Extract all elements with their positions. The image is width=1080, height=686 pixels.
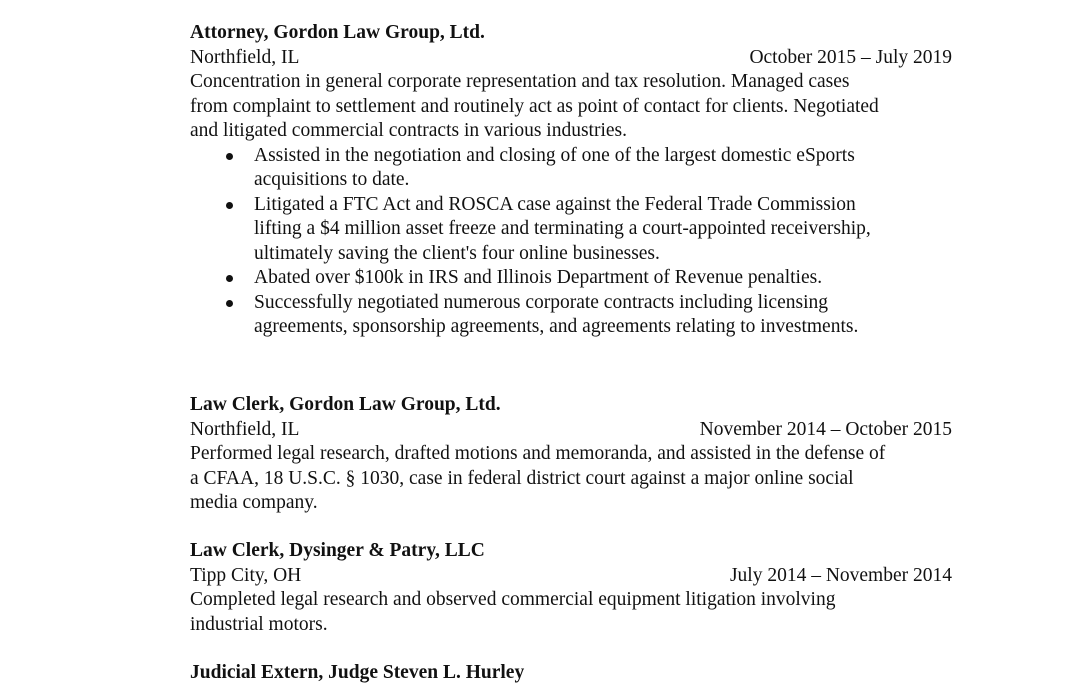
achievement-line: lifting a $4 million asset freeze and terminating a court-appointed receivership, <box>254 218 871 239</box>
job-location: Tipp City, OH <box>190 564 302 586</box>
achievement-list <box>190 144 952 340</box>
job-dates: October 2015 – July 2019 <box>749 46 952 68</box>
job-location: Northfield, IL <box>190 418 300 440</box>
achievement-line: Assisted in the negotiation and closing of one of the largest domestic eSports <box>254 144 855 166</box>
achievement-line: Abated over $100k in IRS and Illinois Department of Revenue penalties. <box>254 267 823 288</box>
bullet-icon <box>226 153 233 160</box>
job-title: Attorney, Gordon Law Group, Ltd. <box>190 22 485 43</box>
description-line: Completed legal research and observed commercial equipment litigation involving <box>190 589 836 610</box>
experience-entry-attorney-gordon <box>190 21 952 340</box>
location-date-row <box>190 418 952 443</box>
job-dates: November 2014 – October 2015 <box>699 418 952 440</box>
description-line: and litigated commercial contracts in various industries. <box>190 120 627 141</box>
location-date-row <box>190 46 952 71</box>
experience-entry-judicial-extern <box>190 661 952 686</box>
bullet-icon <box>226 202 233 209</box>
achievement-line: ultimately saving the client's four online businesses. <box>254 242 660 264</box>
job-title: Judicial Extern, Judge Steven L. Hurley <box>190 662 525 683</box>
experience-entry-lawclerk-dysinger <box>190 539 952 637</box>
achievement-line: Litigated a FTC Act and ROSCA case against the Federal Trade Commission <box>254 193 856 215</box>
achievement-line: agreements, sponsorship agreements, and agreements relating to investments. <box>254 316 859 337</box>
bullet-icon <box>226 275 233 282</box>
location-date-row <box>190 564 952 589</box>
achievement-line: Successfully negotiated numerous corporate contracts including licensing <box>254 291 829 313</box>
achievement-item <box>190 291 952 340</box>
achievement-line: acquisitions to date. <box>254 169 410 190</box>
job-title: Law Clerk, Dysinger & Patry, LLC <box>190 540 485 561</box>
description-line: Performed legal research, drafted motions and memoranda, and assisted in the defense of <box>190 443 886 464</box>
bullet-icon <box>226 300 233 307</box>
experience-entry-lawclerk-gordon <box>190 393 952 516</box>
job-location: Northfield, IL <box>190 46 300 68</box>
description-line: Concentration in general corporate representation and tax resolution. Managed cases <box>190 71 850 92</box>
description-line: media company. <box>190 492 318 513</box>
achievement-item <box>190 266 952 291</box>
description-line: from complaint to settlement and routinely act as point of contact for clients. Negotiated <box>190 95 879 117</box>
job-title: Law Clerk, Gordon Law Group, Ltd. <box>190 394 501 415</box>
job-dates: July 2014 – November 2014 <box>729 564 952 586</box>
description-line: a CFAA, 18 U.S.C. § 1030, case in federal district court against a major online social <box>190 467 854 489</box>
achievement-item <box>190 144 952 193</box>
description-line: industrial motors. <box>190 613 328 635</box>
achievement-item <box>190 193 952 267</box>
